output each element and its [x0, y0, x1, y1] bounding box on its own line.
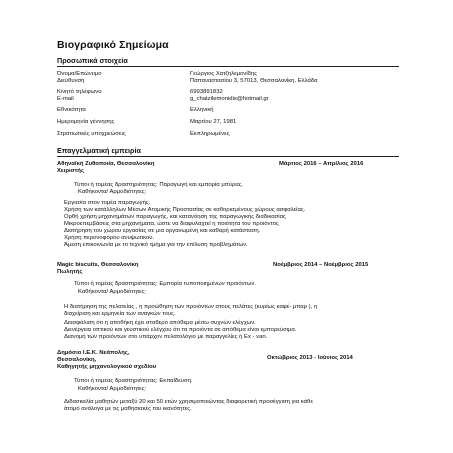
label-address: Διεύθυνση	[57, 78, 85, 84]
job1-duties-label: Καθήκοντα/ Αρμοδιότητες:	[78, 189, 147, 195]
job2-duties-label: Καθήκοντα/ Αρμοδιότητες:	[78, 289, 147, 295]
label-email: E-mail	[57, 96, 74, 102]
job2-employer: Magic biscuits, Θεσσαλονίκη	[57, 262, 139, 268]
job1-sector: Τύποι ή τομέας δραστηριότητας: Παραγωγή και εμπορία μπύρας.	[74, 182, 244, 188]
value-address: Παπαναστασίου 3, 57013, Θεσσαλονίκη, Ελλάδα	[190, 78, 318, 84]
job1-duty-line: Μικροεπεμβάσεις στα μηχανήματα, ώστε να διαφυλαχτεί η ποιότητα του προιόντος	[64, 221, 279, 227]
job2-duty-line: διαχείριση και ερμηνεία των αναγκών τους.	[64, 311, 176, 317]
job2-duty-line: Η διατήρηση της πελατείας , η προώθηση των προιόντων στους πελάτες (κυρίως καφέ- μπαρ ), η	[64, 304, 318, 310]
job2-role: Πωλητής	[57, 269, 83, 275]
job1-duty-line: Ορθή χρήση μηχανημάτων παραγωγής, και κατανόηση της παραγωγικής διαδικασίας	[64, 214, 286, 220]
job1-employer: Αθηναϊκή Ζυθοποιία, Θεσσαλονίκη	[57, 161, 155, 167]
label-name: Όνομα/Επώνυμο	[57, 71, 102, 77]
value-nationality: Ελληνική	[190, 107, 214, 113]
job1-duty-line: Χρήση των κατάλληλων Μέσων Ατομικής Προστασίας σε καθορισμένους χώρους ασφαλείας.	[64, 207, 306, 213]
job2-sector: Τύποι ή τομέας δραστηριότητας: Εμπορία τυποποιημένων προιόντων.	[74, 281, 256, 287]
job2-duty-line: Διασφάλιση ότι η αποθήκη έχει σταθερό απόθεμα μέσω συχνών ελέγχων.	[64, 320, 256, 326]
label-nationality: Εθνικότητα	[57, 107, 86, 113]
job1-dates: Μάρτιος 2016 – Απρίλιος 2016	[279, 161, 364, 167]
value-email: g_chatzilemonidis@hotmail.gr	[190, 96, 269, 102]
job3-duty-line: Διδασκαλία μαθητών μεταξύ 20 και 50 ετών χρησιμοποιώντας διαφορετική προσέγγιση για κάθε	[64, 399, 313, 405]
job3-sector: Τύποι ή τομέας δραστηριότητας: Εκπαίδευση.	[74, 378, 193, 384]
label-mobile: Κινητό τηλέφωνο	[57, 89, 102, 95]
value-name: Γεώργιος Χατζηλεμονίδης	[190, 71, 258, 77]
document-title: Βιογραφικό Σημείωμα	[57, 39, 169, 51]
job3-dates: Οκτώβριος 2013 - Ιούνιος 2014	[267, 355, 353, 361]
job2-dates: Νοέμβριος 2014 – Νοέμβριος 2015	[273, 262, 369, 268]
experience-heading-rule	[57, 156, 399, 157]
value-birthdate: Μαρτίου 27, 1981	[190, 119, 237, 125]
label-military: Στρατιωτικές υποχρεώσεις	[57, 131, 126, 137]
label-birthdate: Ημερομηνία γέννησης	[57, 119, 115, 125]
value-military: Εκπληρωμένες	[190, 131, 230, 137]
job3-duty-line: άτομο ανάλογα με τις μαθησιακές του ικανότητες.	[64, 406, 192, 412]
job3-employer-line: Θεσσαλονίκη,	[57, 357, 97, 363]
job3-role: Καθηγητής μηχανολογικού σχεδίου	[57, 364, 157, 370]
job1-role: Χειριστής	[57, 168, 84, 174]
job1-duty-line: Άμεση επικοινωνία με το τεχνικό τμήμα για την επίλυση προβλημάτων.	[64, 242, 248, 248]
value-mobile: 6993891832	[190, 89, 223, 95]
job2-duty-line: Διανομή των προιόντων στο υπάρχον πελατολόγιο με παραγγελίες ή Ex - van.	[64, 334, 268, 340]
job1-duty-line: Χρήση περονοφόρου ανυψωτικού.	[64, 235, 155, 241]
job3-employer-line: Δημόσιο Ι.Ε.Κ. Νεάπολης,	[57, 350, 130, 356]
personal-heading-rule	[57, 66, 399, 67]
personal-heading: Προσωπικά στοιχεία	[57, 56, 128, 65]
experience-heading: Επαγγελματική εμπειρία	[57, 146, 141, 155]
job3-duties-label: Καθήκοντα/ Αρμοδιότητες:	[78, 386, 147, 392]
job1-duty-line: Διατήρηση του χώρου εργασίας σε μια οργανωμένη και καθαρή κατάσταση.	[64, 228, 261, 234]
job1-duty-line: Εργασία στον τομέα παραγωγής.	[64, 200, 151, 206]
job2-duty-line: Διενέργεια οπτικού και γευστικού ελέγχου ότι τα προιόντα σε απόθεμα είναι εμπορεύσιμα.	[64, 327, 297, 333]
